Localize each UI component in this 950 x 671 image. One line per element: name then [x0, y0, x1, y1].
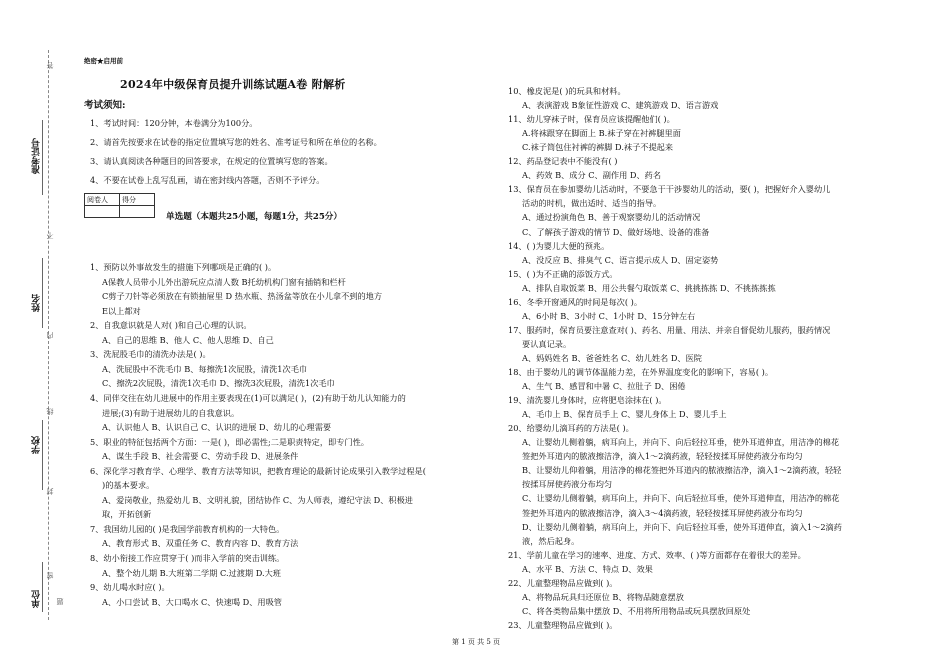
name-label: 姓名: [32, 294, 42, 312]
score-header: 得分: [120, 194, 155, 206]
question-option: 签把外耳道内的脓液擦洁净，滴入3～4滴药液，轻轻按揉耳屏使药液分布均匀: [522, 507, 803, 518]
notice-item: 4、不要在试卷上乱写乱画，请在密封线内答题，否则不予评分。: [90, 175, 325, 185]
question-option: 进展;(3)有助于进展幼儿的自我意识。: [102, 407, 240, 418]
question-option: C、将各类物品集中摆放 D、不用将所用物品或玩具摆放回原处: [522, 605, 751, 616]
question-option: 液，然后起身。: [522, 535, 580, 546]
unit-label: 单位: [32, 590, 42, 608]
question-stem: 19、清洗婴儿身体时，应将肥皂涂抹在( )。: [508, 395, 667, 406]
question-stem: 3、洗屁股毛巾的清洗办法是( )。: [90, 349, 211, 360]
question-stem: 1、预防以外事故发生的措施下列哪项是正确的( )。: [90, 262, 277, 272]
question-stem: 12、药品登记表中不能没有( ): [508, 156, 618, 167]
score-cell: [120, 206, 155, 218]
question-option: C、了解孩子游戏的情节 D、做好场地、设备的准备: [522, 226, 710, 237]
question-option: A、水平 B、方法 C、特点 D、效果: [522, 563, 653, 574]
question-option: A、排队自取饭菜 B、用公共餐勺取饭菜 C、挑挑拣拣 D、不挑拣拣拣: [522, 282, 776, 293]
question-option: A、6小时 B、3小时 C、1小时 D、15分钟左右: [522, 310, 696, 321]
name-underline: [42, 258, 43, 328]
score-table: [84, 193, 155, 218]
question-stem: 21、学前儿童在学习的速率、进度、方式、效率、( )等方面都存在着很大的差异。: [508, 549, 806, 560]
question-stem: 14、( )为婴儿大便的预兆。: [508, 240, 610, 251]
page-footer: 第 1 页 共 5 页: [452, 638, 501, 646]
question-stem: 22、儿童整理物品应做到( )。: [508, 577, 618, 588]
reviewer-cell: [85, 206, 120, 218]
notice-item: 3、请认真阅读各种题目的回答要求，在规定的位置填写您的答案。: [90, 156, 333, 166]
question-option: A、认识他人 B、认识自己 C、认识的进展 D、幼儿的心理需要: [102, 422, 332, 433]
seal-word: 内: [46, 332, 54, 339]
question-stem: 17、服药时，保育员要注意查对( )、药名、用量、用法、并亲自督促幼儿服药，服药情况: [508, 324, 831, 335]
question-option: A、通过扮演角色 B、善于观察婴幼儿的活动情况: [522, 212, 701, 223]
section-title: 单选题（本题共25小题，每题1分，共25分）: [166, 212, 342, 222]
reviewer-header: 阅卷人: [85, 194, 120, 206]
question-option: A、让婴幼儿侧着躺，病耳向上，并向下、向后轻拉耳垂，使外耳道伸直，用洁净的棉花: [522, 437, 840, 448]
seal-word: 答: [46, 62, 54, 69]
question-option: )的基本要求。: [102, 480, 155, 491]
secret-mark: 绝密★启用前: [84, 57, 123, 65]
question-stem: 13、保育员在参加婴幼儿活动时，不要急于干涉婴幼儿的活动，要( )，把握好介入婴幼儿: [508, 184, 831, 195]
question-option: 要认真记录。: [522, 338, 572, 349]
question-stem: 18、由于婴幼儿的调节体温能力差，在外界温度变化的影响下，容易( )。: [508, 367, 774, 377]
question-stem: 23、儿童整理物品应做到( )。: [508, 619, 618, 630]
question-option: E以上都对: [102, 305, 141, 316]
question-stem: 20、给婴幼儿滴耳药的方法是( )。: [508, 423, 634, 434]
question-option: 按揉耳屏使药液分布均匀: [522, 479, 613, 490]
admission-number-label: 准考证号: [32, 138, 42, 174]
question-option: A、生气 B、感冒和中暑 C、拉肚子 D、困倦: [522, 381, 686, 392]
question-option: D、让婴幼儿侧着躺，病耳向上，并向下、向后轻拉耳垂，使外耳道伸直，滴入1～2滴药: [522, 521, 842, 532]
school-underline: [42, 420, 43, 490]
question-option: A、妈妈姓名 B、爸爸姓名 C、幼儿姓名 D、医院: [522, 352, 702, 363]
question-stem: 4、同伴交往在幼儿进展中的作用主要表现在(1)可以满足( )，(2)有助于幼儿认知能力的: [90, 392, 406, 403]
question-option: 签把外耳道内的脓液擦洁净，滴入1～2滴药液，轻轻按揉耳屏使药液分布均匀: [522, 451, 803, 462]
question-option: A、小口尝试 B、大口喝水 C、快速喝 D、用吸管: [102, 596, 282, 607]
question-option: A、自己的思维 B、他人 C、他人思维 D、自己: [102, 334, 274, 345]
question-option: A、药效 B、成分 C、副作用 D、药名: [522, 170, 662, 181]
question-option: A、表演游戏 B象征性游戏 C、建筑游戏 D、语言游戏: [522, 100, 719, 111]
question-option: A、毛巾上 B、保育员手上 C、婴儿身体上 D、婴儿手上: [522, 409, 727, 420]
notice-item: 2、请首先按要求在试卷的指定位置填写您的姓名、准考证号和所在单位的名称。: [90, 137, 382, 147]
question-stem: 9、幼儿喝水时应( )。: [90, 582, 170, 593]
seal-word: 线: [46, 408, 54, 415]
notice-title: 考试须知:: [84, 100, 126, 111]
question-option: A、将物品玩具归还原位 B、将物品随意摆放: [522, 591, 684, 602]
question-stem: 10、橡皮泥是( )的玩具和材料。: [508, 86, 626, 96]
question-stem: 8、幼小衔接工作应贯穿于( )而非入学前的突击训练。: [90, 553, 285, 563]
page-title: 2024年中级保育员提升训练试题A卷 附解析: [120, 78, 346, 91]
question-option: 取，开拓创新: [102, 509, 152, 520]
question-option: A、整个幼儿期 B.大班第二学期 C.过渡期 D.大班: [102, 567, 281, 578]
seal-word: 题: [56, 598, 64, 605]
notice-item: 1、考试时间：120分钟，本卷满分为100分。: [90, 118, 258, 128]
question-stem: 5、职业的特征包括两个方面：一是( )，即必需性;二是职责特定，即专门性。: [90, 436, 369, 447]
binding-margin: [0, 0, 64, 671]
school-label: 学校: [32, 436, 42, 454]
question-option: A、谋生手段 B、社会需要 C、劳动手段 D、进展条件: [102, 451, 299, 462]
question-option: A.将袜跟穿在脚面上 B.袜子穿在衬裤腿里面: [522, 128, 681, 139]
question-option: A、爱岗敬业，热爱幼儿 B、文明礼貌，团结协作 C、为人师表，遵纪守法 D、积极进: [102, 494, 413, 505]
seal-word: 密: [46, 572, 54, 579]
question-option: A、教育形式 B、双重任务 C、教育内容 D、教育方法: [102, 538, 299, 549]
question-stem: 2、自我意识就是人对( )和自己心理的认识。: [90, 320, 252, 331]
question-stem: 11、幼儿穿袜子时，保育员应该提醒他们( )。: [508, 114, 675, 125]
question-stem: 16、冬季开窗通风的时间是每次( )。: [508, 296, 643, 307]
question-option: C.袜子筒包住衬裤的裤脚 D.袜子不提起来: [522, 142, 674, 153]
question-option: C、擦洗2次屁股，清洗1次毛巾 D、擦洗3次屁股，清洗1次毛巾: [102, 378, 335, 389]
question-option: B、让婴幼儿仰着躺，用洁净的棉花签把外耳道内的脓液擦洁净，滴入1～2滴药液，轻轻: [522, 465, 842, 476]
question-stem: 6、深化学习教育学、心理学、教育方法等知识，把教育理论的最新讨论成果引入教学过程是(: [90, 465, 426, 476]
question-option: 活动的时机，做出适时、适当的指导。: [522, 198, 662, 209]
question-option: C、让婴幼儿侧着躺，病耳向上，并向下、向后轻拉耳垂，使外耳道伸直，用洁净的棉花: [522, 493, 840, 504]
question-stem: 15、( )为不正确的添饭方式。: [508, 268, 618, 279]
question-option: C剪子刀针等必须放在有锁抽屉里 D 热水瓶、热汤盆等放在小儿拿不到的地方: [102, 291, 383, 302]
question-stem: 7、我国幼儿园的( )是我国学前教育机构的一大特色。: [90, 523, 285, 534]
question-option: A、洗屁股中不洗毛巾 B、每擦洗1次屁股，清洗1次毛巾: [102, 363, 308, 374]
question-option: A、没反应 B、排臭气 C、语言提示成人 D、固定姿势: [522, 254, 719, 265]
seal-word: 封: [46, 488, 54, 495]
seal-word: 不: [46, 232, 54, 239]
question-option: A保教人员带小儿外出游玩应点清人数 B托幼机构门窗有插销和栏杆: [102, 276, 346, 287]
